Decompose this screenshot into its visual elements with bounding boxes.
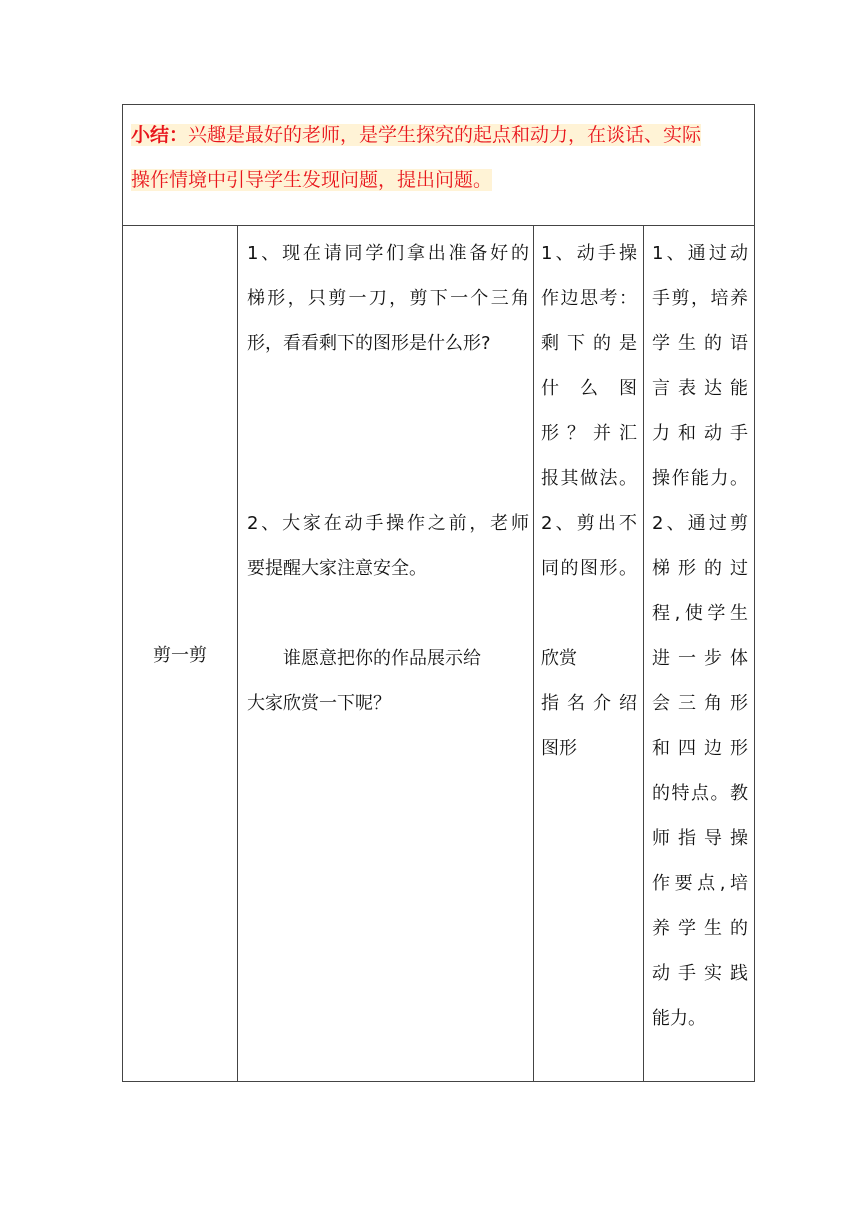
student-item-3-line: 指名介绍 [541,693,637,714]
teacher-step-1-line: 1、现在请同学们拿出准备好的 [247,243,529,264]
student-item-1-line: 剩下的是 [541,333,637,354]
teacher-step-1 [247,231,529,366]
teacher-step-3-line: 谁愿意把你的作品展示给 [283,648,481,669]
summary-label: 小结： [131,124,189,146]
intent-item-2-line: 作要点,培 [652,873,748,894]
intent-item-2-line: 能力。 [652,1008,706,1029]
intent-item-2-line: 和四边形 [652,738,748,759]
intent-item-2-line: 的特点。教 [652,783,748,804]
intent-item-2-line: 2、通过剪 [652,513,748,534]
intent-item-2-line: 师指导操 [652,828,748,849]
student-item-2 [541,501,637,591]
student-item-2-line: 同的图形。 [541,558,637,579]
teacher-step-2 [247,501,529,591]
intent-item-1-line: 手剪，培养 [652,288,748,309]
intent-item-1 [652,231,748,501]
column-divider [237,226,238,1082]
column-divider [643,226,644,1082]
student-item-3 [541,636,637,771]
student-item-1-line: 什么图 [541,378,637,399]
student-item-3-line: 欣赏 [541,648,577,669]
teacher-step-2-line: 要提醒大家注意安全。 [247,558,427,579]
teacher-step-3-line: 大家欣赏一下呢？ [247,693,391,714]
intent-item-2-line: 程,使学生 [652,603,748,624]
intent-item-1-line: 操作能力。 [652,468,748,489]
intent-item-2-line: 梯形的过 [652,558,748,579]
column-divider [533,226,534,1082]
student-item-1-line: 作边思考： [541,288,637,309]
intent-item-1-line: 学生的语 [652,333,748,354]
teacher-step-1-line: 梯形，只剪一刀，剪下一个三角 [247,288,529,309]
student-item-1-line: 1、动手操 [541,243,637,264]
summary-line-1: 兴趣是最好的老师，是学生探究的起点和动力，在谈话、实际 [188,124,702,146]
intent-item-2 [652,501,748,1041]
intent-item-2-line: 进一步体 [652,648,748,669]
intent-item-2-line: 养学生的 [652,918,748,939]
intent-item-2-line: 会三角形 [652,693,748,714]
student-item-1 [541,231,637,501]
summary-row [123,105,754,226]
lesson-table [122,104,755,1082]
intent-item-2-line: 动手实践 [652,963,748,984]
intent-item-1-line: 力和动手 [652,423,748,444]
section-title: 剪一剪 [153,645,207,666]
teacher-step-3 [247,636,529,726]
summary-line-2: 操作情境中引导学生发现问题，提出问题。 [131,169,493,191]
student-item-3-line: 图形 [541,738,577,759]
teacher-step-2-line: 2、大家在动手操作之前，老师 [247,513,529,534]
student-item-1-line: 形？并汇 [541,423,637,444]
teacher-step-1-line: 形，看看剩下的图形是什么形? [247,333,491,354]
summary-text [131,113,747,203]
student-item-2-line: 2、剪出不 [541,513,637,534]
intent-item-1-line: 言表达能 [652,378,748,399]
intent-item-1-line: 1、通过动 [652,243,748,264]
student-item-1-line: 报其做法。 [541,468,637,489]
